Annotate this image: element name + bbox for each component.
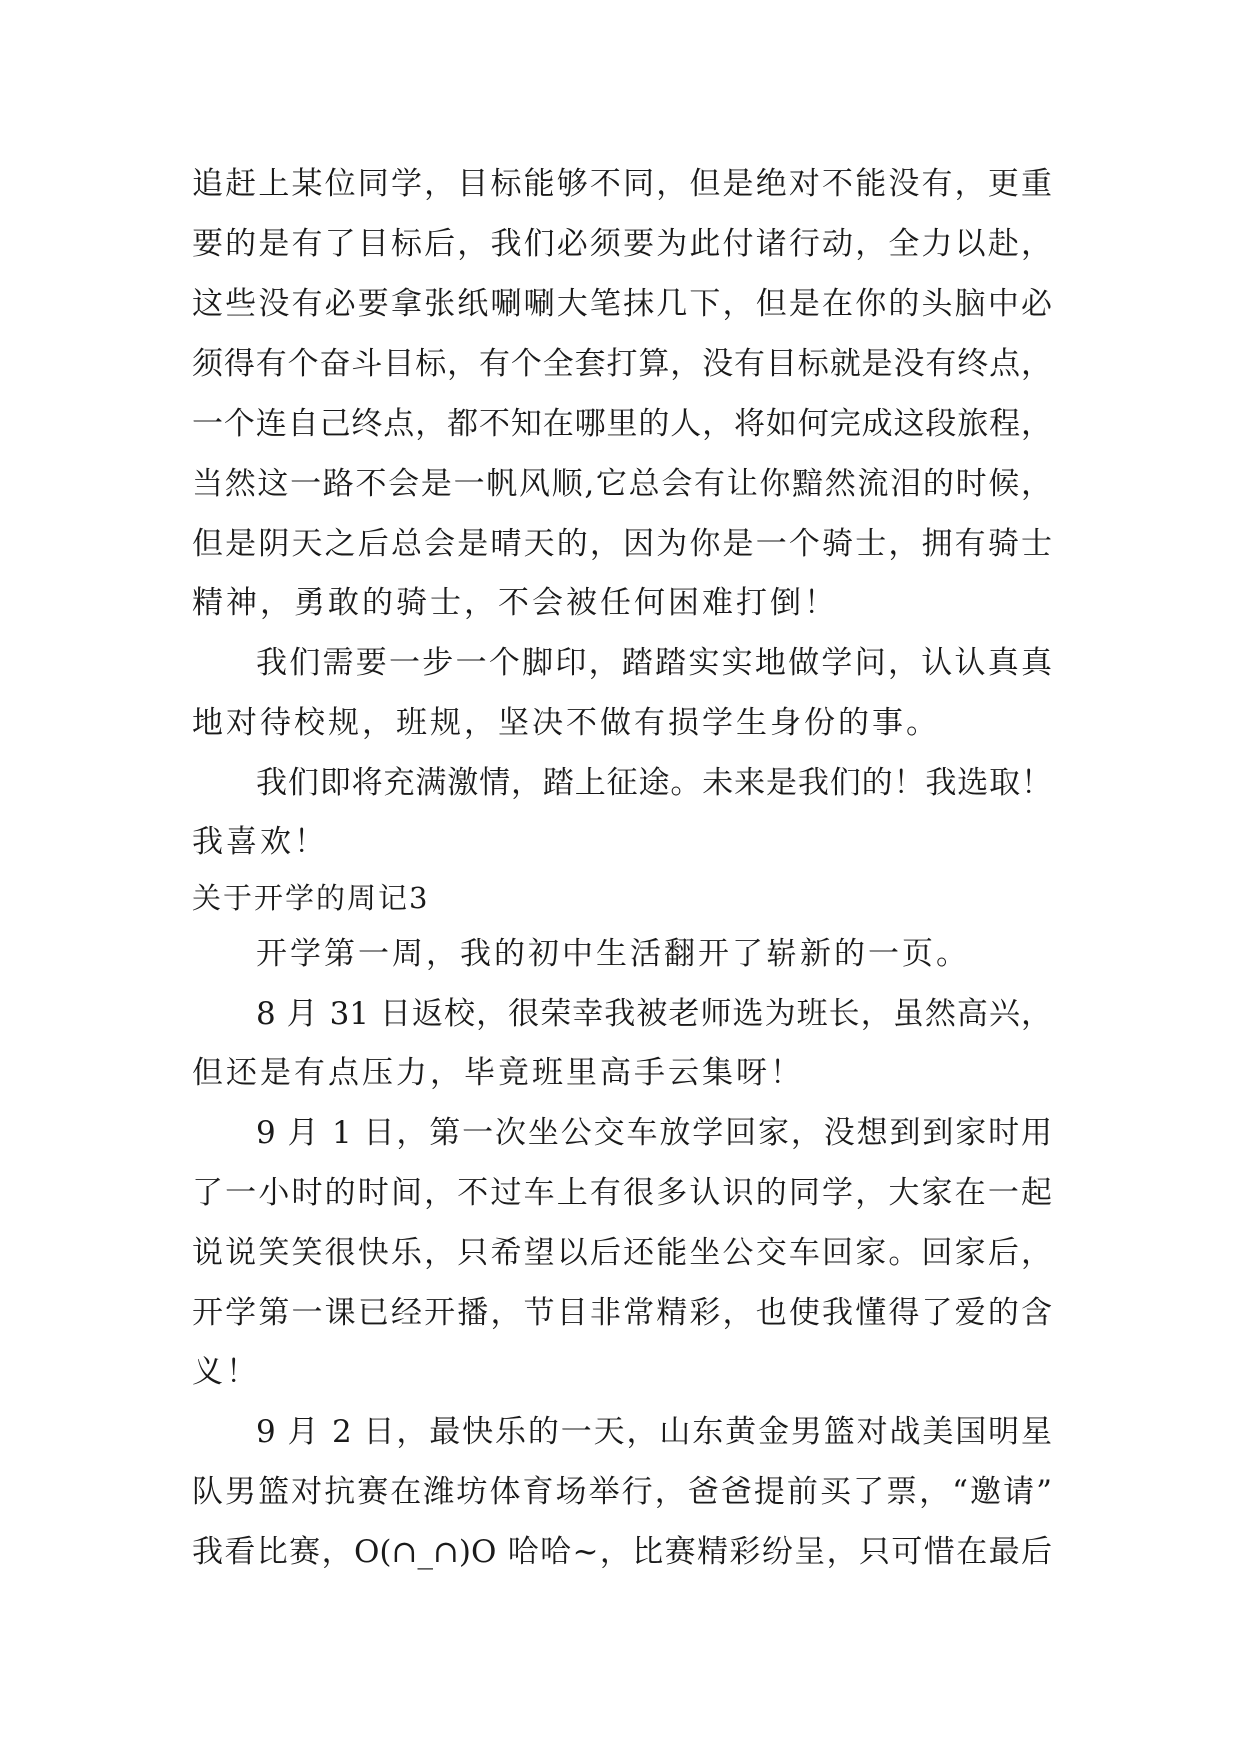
text-line: 要的是有了目标后，我们必须要为此付诸行动，全力以赴， xyxy=(192,226,1052,262)
text-line: 但是阴天之后总会是晴天的，因为你是一个骑士，拥有骑士 xyxy=(192,526,1052,562)
text-line: 8 月 31 日返校，很荣幸我被老师选为班长，虽然高兴， xyxy=(256,996,1052,1032)
text-line: 地对待校规，班规，坚决不做有损学生身份的事。 xyxy=(192,705,940,741)
text-line: 开学第一课已经开播，节目非常精彩，也使我懂得了爱的含 xyxy=(192,1295,1052,1331)
text-line: 一个连自己终点，都不知在哪里的人，将如何完成这段旅程， xyxy=(192,406,1052,442)
section-heading: 关于开学的周记3 xyxy=(192,881,430,915)
text-line: 我们即将充满激情，踏上征途。未来是我们的！我选取！ xyxy=(256,765,1052,801)
text-line: 这些没有必要拿张纸唰唰大笔抹几下，但是在你的头脑中必 xyxy=(192,286,1052,322)
text-line: 须得有个奋斗目标，有个全套打算，没有目标就是没有终点， xyxy=(192,346,1052,382)
text-line: 但还是有点压力，毕竟班里高手云集呀！ xyxy=(192,1055,804,1091)
text-line: 追赶上某位同学，目标能够不同，但是绝对不能没有，更重 xyxy=(192,166,1052,202)
text-line: 9 月 1 日，第一次坐公交车放学回家，没想到到家时用 xyxy=(256,1115,1052,1151)
text-line: 我喜欢！ xyxy=(192,824,328,860)
text-line: 精神，勇敢的骑士，不会被任何困难打倒！ xyxy=(192,585,838,621)
text-line: 我看比赛，O(∩_∩)O 哈哈~，比赛精彩纷呈，只可惜在最后 xyxy=(192,1534,1052,1570)
text-line: 说说笑笑很快乐，只希望以后还能坐公交车回家。回家后， xyxy=(192,1235,1052,1271)
text-line: 9 月 2 日，最快乐的一天，山东黄金男篮对战美国明星 xyxy=(256,1414,1052,1450)
text-line: 我们需要一步一个脚印，踏踏实实地做学问，认认真真 xyxy=(256,645,1052,681)
text-line: 开学第一周，我的初中生活翻开了崭新的一页。 xyxy=(256,936,970,972)
text-line: 当然这一路不会是一帆风顺,它总会有让你黯然流泪的时候， xyxy=(192,466,1052,502)
text-line: 队男篮对抗赛在潍坊体育场举行，爸爸提前买了票，“邀请” xyxy=(192,1474,1052,1510)
text-line: 义！ xyxy=(192,1354,260,1390)
text-line: 了一小时的时间，不过车上有很多认识的同学，大家在一起 xyxy=(192,1175,1052,1211)
